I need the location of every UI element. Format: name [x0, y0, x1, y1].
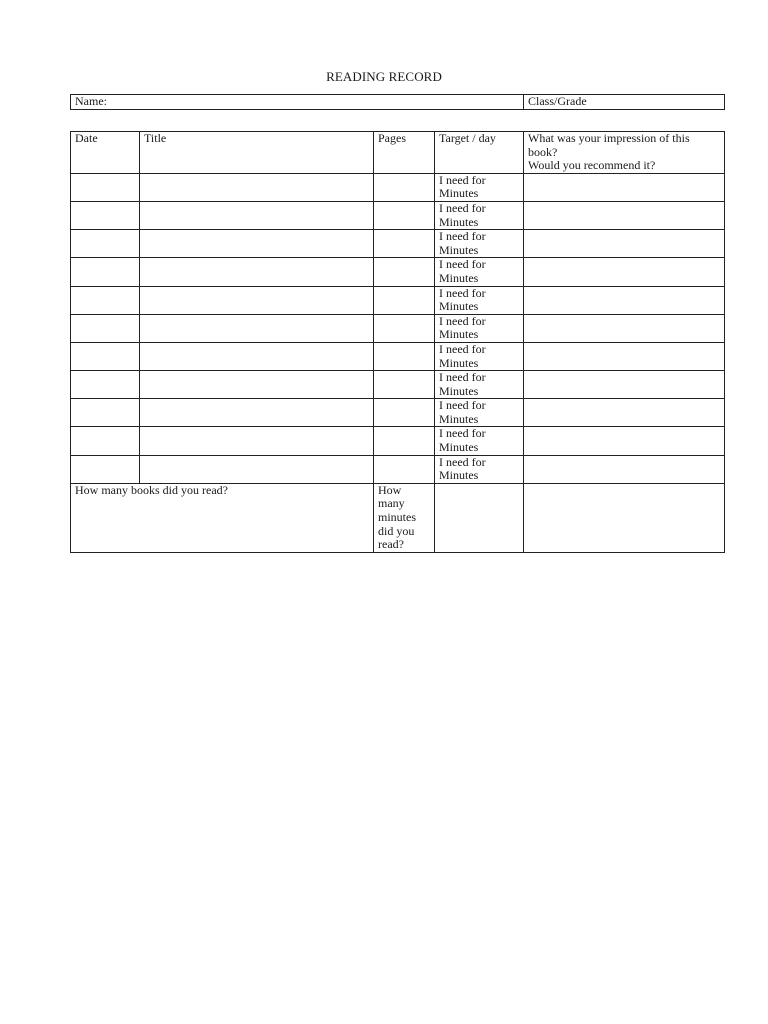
minutes-question-line4: read? [378, 537, 404, 552]
title-cell[interactable] [140, 314, 374, 342]
title-cell[interactable] [140, 399, 374, 427]
pages-cell[interactable] [374, 427, 435, 455]
target-minutes-label: Minutes [439, 186, 479, 201]
reading-log-table [70, 131, 725, 553]
pages-cell[interactable] [374, 342, 435, 370]
recommend-question: Would you recommend it? [528, 158, 656, 173]
title-cell[interactable] [140, 427, 374, 455]
impression-cell[interactable] [524, 314, 725, 342]
date-cell[interactable] [71, 173, 140, 201]
target-need-label: I need for [439, 426, 486, 441]
table-row [71, 258, 725, 286]
impression-cell[interactable] [524, 342, 725, 370]
table-row [71, 230, 725, 258]
target-need-label: I need for [439, 173, 486, 187]
table-row [71, 399, 725, 427]
pages-cell[interactable] [374, 286, 435, 314]
table-row [71, 455, 725, 483]
pages-cell[interactable] [374, 173, 435, 201]
pages-cell[interactable] [374, 314, 435, 342]
target-need-label: I need for [439, 201, 486, 215]
target-cell[interactable] [435, 399, 524, 427]
column-header-date: Date [71, 132, 140, 174]
minutes-question-line1: How many [378, 483, 405, 511]
target-minutes-label: Minutes [439, 327, 479, 342]
class-grade-field[interactable] [524, 95, 725, 110]
pages-cell[interactable] [374, 399, 435, 427]
target-minutes-label: Minutes [439, 468, 479, 483]
target-cell[interactable] [435, 201, 524, 229]
impression-cell[interactable] [524, 286, 725, 314]
pages-cell[interactable] [374, 371, 435, 399]
target-cell[interactable] [435, 258, 524, 286]
date-cell[interactable] [71, 230, 140, 258]
title-cell[interactable] [140, 230, 374, 258]
class-grade-label: Class/Grade [528, 94, 587, 108]
title-cell[interactable] [140, 371, 374, 399]
table-row [71, 342, 725, 370]
table-row [71, 201, 725, 229]
pages-cell[interactable] [374, 201, 435, 229]
target-minutes-label: Minutes [439, 383, 479, 398]
target-cell[interactable] [435, 342, 524, 370]
target-cell[interactable] [435, 314, 524, 342]
summary-row [71, 483, 725, 552]
total-minutes-label-cell [374, 483, 435, 552]
impression-cell[interactable] [524, 371, 725, 399]
impression-cell[interactable] [524, 173, 725, 201]
impression-cell[interactable] [524, 201, 725, 229]
date-cell[interactable] [71, 455, 140, 483]
date-cell[interactable] [71, 399, 140, 427]
impression-question: What was your impression of this book? [528, 131, 690, 159]
target-cell[interactable] [435, 427, 524, 455]
title-cell[interactable] [140, 258, 374, 286]
title-cell[interactable] [140, 342, 374, 370]
title-cell[interactable] [140, 455, 374, 483]
date-cell[interactable] [71, 286, 140, 314]
summary-notes-cell[interactable] [524, 483, 725, 552]
column-header-target: Target / day [435, 132, 524, 174]
table-row [71, 314, 725, 342]
target-need-label: I need for [439, 286, 486, 300]
date-cell[interactable] [71, 342, 140, 370]
pages-cell[interactable] [374, 455, 435, 483]
student-info-table [70, 94, 725, 110]
column-header-title: Title [140, 132, 374, 174]
date-cell[interactable] [71, 258, 140, 286]
name-field[interactable] [71, 95, 524, 110]
target-cell[interactable] [435, 286, 524, 314]
target-minutes-label: Minutes [439, 214, 479, 229]
target-need-label: I need for [439, 455, 486, 469]
table-row [71, 286, 725, 314]
target-minutes-label: Minutes [439, 242, 479, 257]
column-header-impression [524, 132, 725, 174]
target-minutes-label: Minutes [439, 355, 479, 370]
impression-cell[interactable] [524, 455, 725, 483]
impression-cell[interactable] [524, 427, 725, 455]
title-cell[interactable] [140, 201, 374, 229]
column-header-pages: Pages [374, 132, 435, 174]
total-minutes-cell[interactable] [435, 483, 524, 552]
target-need-label: I need for [439, 370, 486, 385]
date-cell[interactable] [71, 371, 140, 399]
student-info-row [71, 95, 725, 110]
target-cell[interactable] [435, 173, 524, 201]
title-cell[interactable] [140, 173, 374, 201]
target-cell[interactable] [435, 371, 524, 399]
minutes-question-line2: minutes [378, 510, 416, 525]
date-cell[interactable] [71, 427, 140, 455]
total-books-cell[interactable] [71, 483, 374, 552]
name-label: Name: [75, 94, 107, 108]
target-minutes-label: Minutes [439, 299, 479, 314]
table-header-row [71, 132, 725, 174]
pages-cell[interactable] [374, 258, 435, 286]
page-title: READING RECORD [326, 69, 442, 84]
table-row [71, 427, 725, 455]
target-cell[interactable] [435, 230, 524, 258]
title-cell[interactable] [140, 286, 374, 314]
target-need-label: I need for [439, 398, 486, 413]
target-cell[interactable] [435, 455, 524, 483]
target-need-label: I need for [439, 342, 486, 356]
date-cell[interactable] [71, 314, 140, 342]
impression-cell[interactable] [524, 230, 725, 258]
total-books-question: How many books did you read? [75, 483, 228, 497]
target-need-label: I need for [439, 229, 486, 244]
target-minutes-label: Minutes [439, 270, 479, 285]
table-row [71, 371, 725, 399]
impression-cell[interactable] [524, 399, 725, 427]
target-minutes-label: Minutes [439, 411, 479, 426]
target-need-label: I need for [439, 257, 486, 272]
target-minutes-label: Minutes [439, 440, 479, 455]
target-need-label: I need for [439, 314, 486, 328]
impression-cell[interactable] [524, 258, 725, 286]
date-cell[interactable] [71, 201, 140, 229]
table-row [71, 173, 725, 201]
minutes-question-line3: did you [378, 523, 415, 538]
pages-cell[interactable] [374, 230, 435, 258]
